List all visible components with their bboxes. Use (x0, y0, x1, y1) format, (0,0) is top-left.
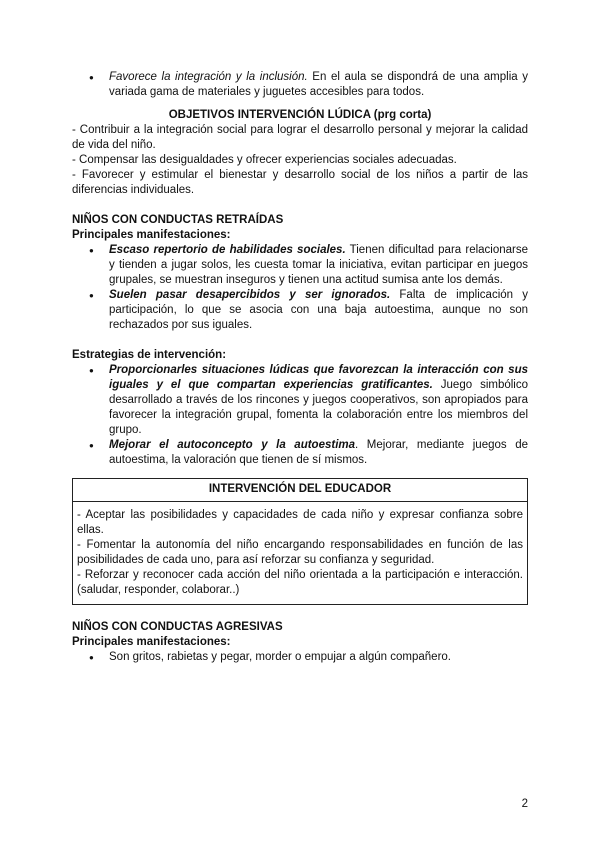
aggressive-title: NIÑOS CON CONDUCTAS AGRESIVAS (72, 621, 283, 633)
list-item (72, 243, 528, 288)
page-number: 2 (521, 798, 528, 810)
item-text: Juego simbólico desarrollado a través de los rincones y juegos cooperativos, son apropiados para favorecer la integración grupal, fomenta la colaboración entre los miembros del grupo. (109, 379, 528, 436)
withdrawn-title: NIÑOS CON CONDUCTAS RETRAÍDAS (72, 214, 284, 226)
list-item (72, 288, 528, 333)
list-item (72, 438, 528, 468)
withdrawn-manifestations-list (72, 243, 528, 333)
strategies-label: Estrategias de intervención: (72, 349, 227, 361)
educator-box-body (73, 502, 527, 604)
withdrawn-manifestations-label: Principales manifestaciones: (72, 229, 231, 241)
item-text: Tienen dificultad para relacionarse y tienden a jugar solos, les cuesta tomar la iniciativa, evitan participar en juegos grupales, se muestran inseguros y tienen una actitud sumisa ante los demás. (109, 244, 529, 286)
aggressive-manifestations-list (72, 650, 528, 665)
item-lead: Escaso repertorio de habilidades sociales. (109, 244, 346, 256)
aggressive-manifestations-label: Principales manifestaciones: (72, 636, 231, 648)
document-page (72, 70, 528, 665)
educator-box (72, 478, 528, 605)
list-item (72, 363, 528, 438)
educator-item: - Fomentar la autonomía del niño encargando responsabilidades en función de las posibilidades de cada uno, para así reforzar su confianza y seguridad. (77, 539, 523, 566)
item-text: Falta de implicación y participación, lo que se asocia con una baja autoestima, aunque no son rechazados por sus iguales. (109, 289, 528, 331)
objective-item: - Favorecer y estimular el bienestar y desarrollo social de los niños a partir de las diferencias individuales. (72, 169, 528, 196)
item-text: . Mejorar, mediante juegos de autoestima, la valoración que tienen de sí mismos. (109, 439, 528, 466)
item-lead: Mejorar el autoconcepto y la autoestima (109, 439, 356, 451)
educator-box-title: INTERVENCIÓN DEL EDUCADOR (73, 479, 527, 502)
list-item: ● Son gritos, rabietas y pegar, morder o empujar a algún compañero. (72, 650, 528, 665)
item-lead: Suelen pasar desapercibidos y ser ignorados. (109, 289, 391, 301)
strategies-list (72, 363, 528, 468)
intro-text: En el aula se dispondrá de una amplia y variada gama de materiales y juguetes accesibles para todos. (109, 71, 528, 98)
objectives-title: OBJETIVOS INTERVENCIÓN LÚDICA (prg corta) (168, 109, 432, 121)
educator-item: - Reforzar y reconocer cada acción del niño orientada a la participación e interacción. (saludar, responder, colaborar..) (77, 569, 523, 596)
intro-list (72, 70, 528, 100)
objective-item: - Contribuir a la integración social para lograr el desarrollo personal y mejorar la calidad de vida del niño. (72, 124, 528, 151)
educator-item: - Aceptar las posibilidades y capacidades de cada niño y expresar confianza sobre ellas. (77, 509, 523, 536)
list-item (72, 70, 528, 100)
objective-item: - Compensar las desigualdades y ofrecer experiencias sociales adecuadas. (72, 154, 457, 166)
intro-lead: Favorece la integración y la inclusión. (109, 71, 308, 83)
item-lead: Proporcionarles situaciones lúdicas que favorezcan la interacción con sus iguales y el que compartan experiencias gratificantes. (109, 364, 528, 391)
